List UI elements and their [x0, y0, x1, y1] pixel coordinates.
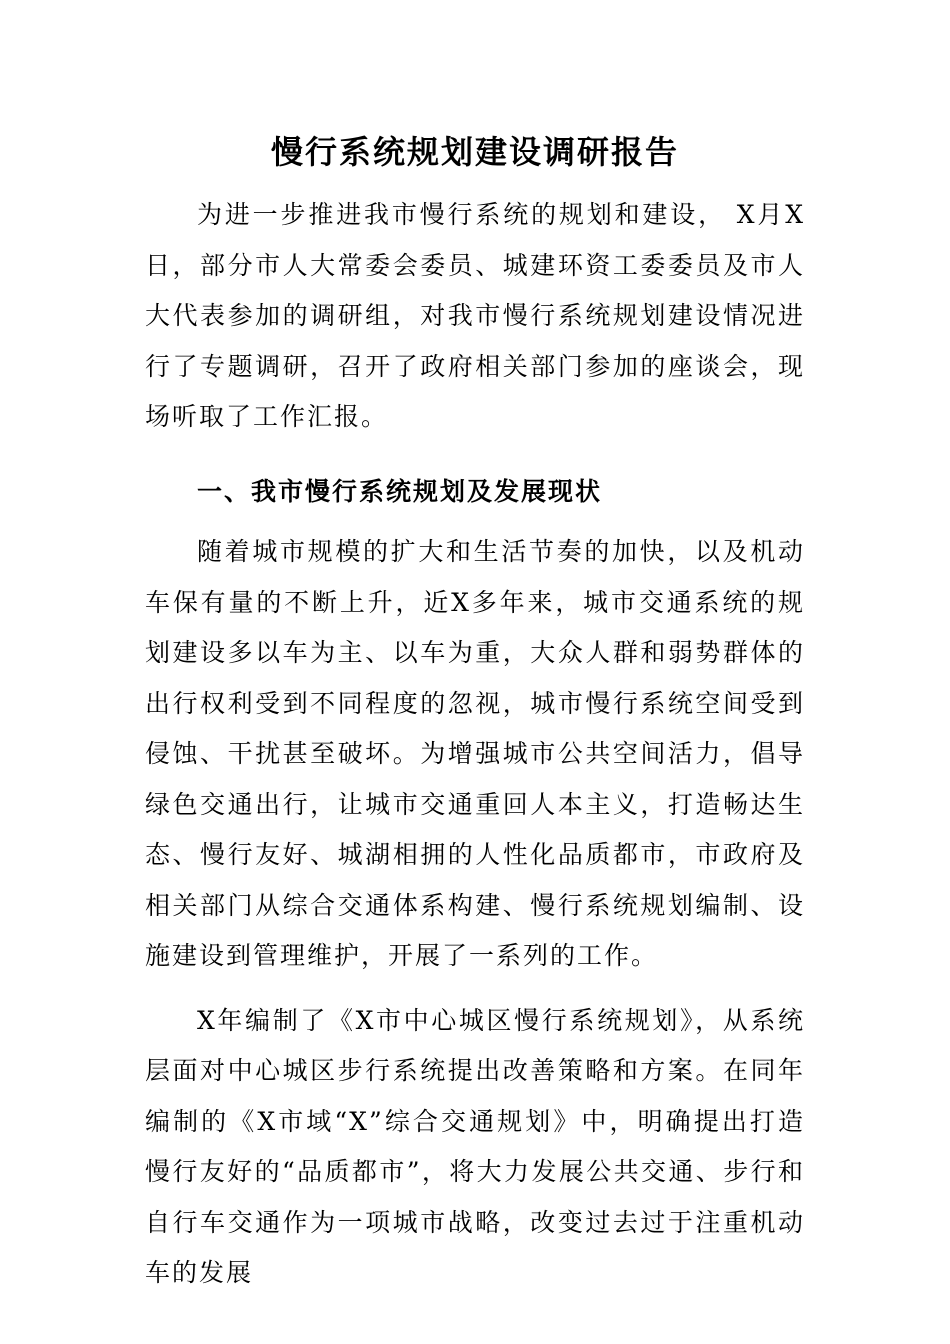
paragraph-gap	[145, 443, 805, 457]
section-paragraph-1: 随着城市规模的扩大和生活节奏的加快，以及机动车保有量的不断上升，近X多年来，城市交通系统的规划建设多以车为主、以车为重，大众人群和弱势群体的出行权利受到不同程度的忽视，城市慢行系统空间受到侵蚀、干扰甚至破坏。为增强城市公共空间活力，倡导绿色交通出行，让城市交通重回人本主义，打造畅达生态、慢行友好、城湖相拥的人性化品质都市，市政府及相关部门从综合交通体系构建、慢行系统规划编制、设施建设到管理维护，开展了一系列的工作。	[145, 537, 805, 970]
document-title: 慢行系统规划建设调研报告	[270, 133, 679, 171]
section-paragraph-2: X年编制了《X市中心城区慢行系统规划》，从系统层面对中心城区步行系统提出改善策略和方案。在同年编制的《X市域“X”综合交通规划》中，明确提出打造慢行友好的“品质都市”，将大力发展公共交通、步行和自行车交通作为一项城市战略，改变过去过于注重机动车的发展	[145, 1005, 805, 1287]
paragraph-gap	[145, 982, 805, 996]
intro-paragraph: 为进一步推进我市慢行系统的规划和建设， X月X日，部分市人大常委会委员、城建环资工委委员及市人大代表参加的调研组，对我市慢行系统规划建设情况进行了专题调研，召开了政府相关部门参加的座谈会，现场听取了工作汇报。	[145, 200, 805, 431]
section-heading: 一、我市慢行系统规划及发展现状	[197, 476, 603, 506]
document-body	[145, 128, 805, 1299]
